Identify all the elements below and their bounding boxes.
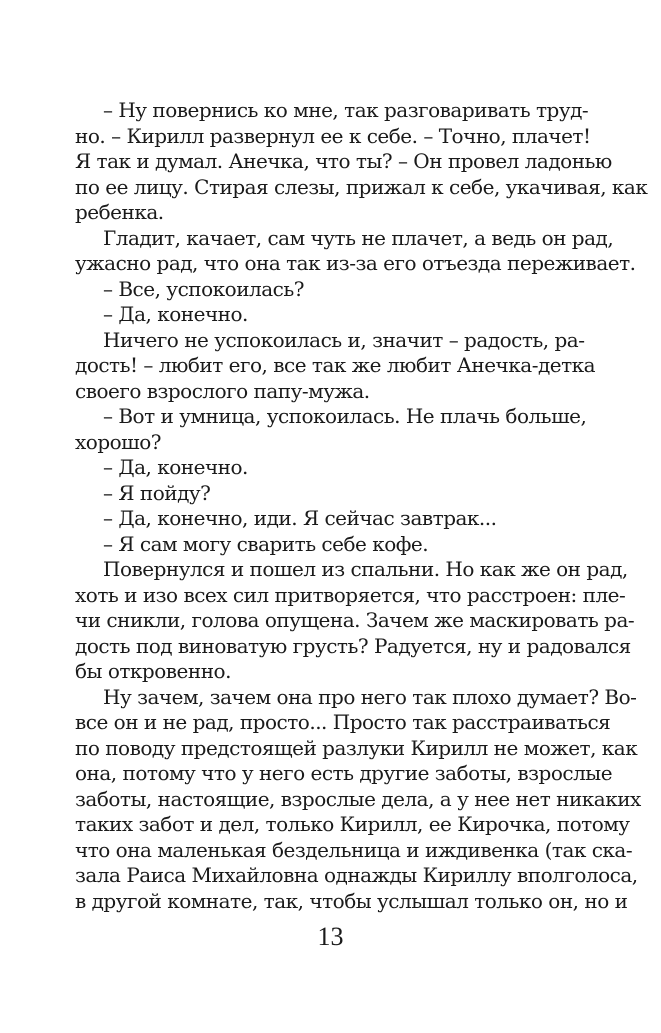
text-line: зала Раиса Михайловна однажды Кириллу вполголоса, (75, 863, 638, 887)
text-line: – Вот и умница, успокоилась. Не плачь больше, (103, 404, 587, 428)
text-line: бы откровенно. (75, 659, 231, 683)
text-line: хорошо? (75, 429, 162, 454)
text-line: дость! – любит его, все так же любит Анечка-детка (75, 353, 596, 377)
text-line: в другой комнате, так, чтобы услышал только он, но и (75, 888, 628, 913)
text-line: по ее лицу. Стирая слезы, прижал к себе, укачивая, как (75, 174, 648, 199)
text-line: заботы, настоящие, взрослые дела, а у нее нет никаких (75, 786, 641, 811)
text-line: – Да, конечно. (103, 455, 248, 479)
text-line: по поводу предстоящей разлуки Кирилл не может, как (75, 735, 638, 760)
text-line: – Все, успокоилась? (103, 276, 304, 301)
text-line: Гладит, качает, сам чуть не плачет, а ведь он рад, (103, 225, 614, 250)
text-line: Повернулся и пошел из спальни. Но как же он рад, (103, 557, 628, 581)
text-line: – Ну повернись ко мне, так разговаривать труд- (103, 98, 589, 122)
text-line: дость под виноватую грусть? Радуется, ну и радовался (75, 633, 631, 658)
page-number: 13 (317, 922, 344, 951)
text-line: – Я сам могу сварить себе кофе. (103, 531, 429, 556)
text-line: – Да, конечно. (103, 302, 248, 326)
text-line: своего взрослого папу-мужа. (75, 378, 370, 403)
text-line: – Да, конечно, иди. Я сейчас завтрак... (103, 506, 497, 530)
text-line: Ну зачем, зачем она про него так плохо думает? Во- (103, 684, 637, 709)
text-line: ребенка. (75, 200, 164, 224)
text-line: все он и не рад, просто... Просто так расстраиваться (75, 710, 611, 734)
text-line: Я так и думал. Анечка, что ты? – Он провел ладонью (75, 149, 612, 173)
text-line: Ничего не успокоилась и, значит – радость, ра- (103, 327, 585, 352)
text-line: чи сникли, голова опущена. Зачем же маскировать ра- (75, 608, 635, 632)
text-line: но. – Кирилл развернул ее к себе. – Точно, плачет! (75, 123, 591, 148)
text-line: – Я пойду? (103, 480, 211, 505)
text-line: что она маленькая бездельница и иждивенка (так ска- (75, 837, 633, 862)
text-line: она, потому что у него есть другие заботы, взрослые (75, 761, 613, 785)
text-line: таких забот и дел, только Кирилл, ее Кирочка, потому (75, 812, 630, 836)
body-text (75, 98, 648, 914)
text-line: хоть и изо всех сил притворяется, что расстроен: пле- (75, 582, 626, 607)
text-line: ужасно рад, что она так из-за его отъезда переживает. (75, 251, 636, 275)
